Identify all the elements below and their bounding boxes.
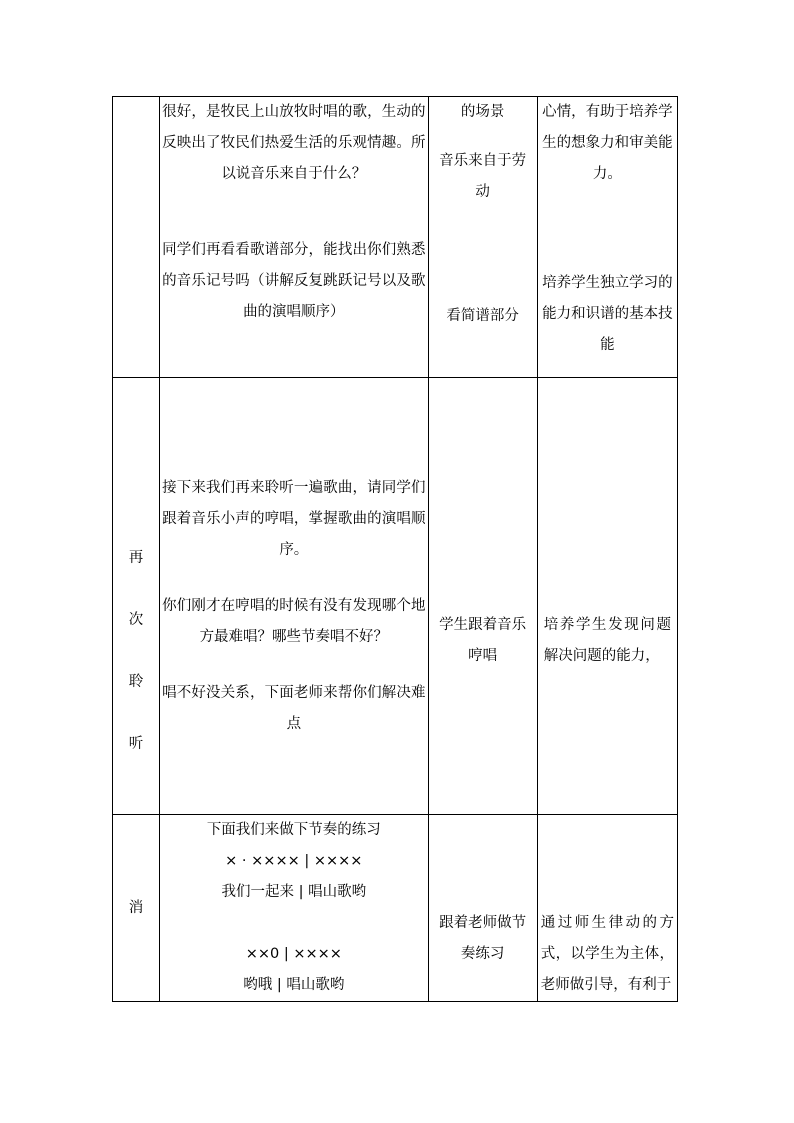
teacher-paragraph: 下面我们来做下节奏的练习 (206, 822, 381, 838)
stage-cell (113, 378, 160, 815)
purpose-text: 心情，有助于培养学生的想象力和审美能力。 (542, 104, 673, 182)
design-purpose-cell (537, 815, 677, 1002)
table-row (113, 815, 678, 1002)
teacher-paragraph: 接下来我们再来聆听一遍歌曲，请同学们跟着音乐小声的哼唱，掌握歌曲的演唱顺序。 (162, 480, 426, 558)
teacher-activity-cell (160, 815, 428, 1002)
stage-char: 听 (128, 736, 144, 752)
student-text: 音乐来自于劳动 (439, 153, 527, 200)
stage-char: 再 (128, 550, 144, 566)
purpose-text: 培养学生独立学习的能力和识谱的基本技能 (542, 275, 673, 353)
design-purpose-cell (537, 378, 677, 815)
student-activity-cell (428, 815, 537, 1002)
rhythm-lyrics: 哟哦 | 唱山歌哟 (243, 977, 345, 993)
purpose-text: 通过师生律动的方式，以学生为主体，老师做引导，有利于 (540, 915, 674, 993)
stage-char: 次 (128, 612, 144, 628)
stage-char: 消 (128, 899, 144, 916)
student-activity-cell (428, 97, 537, 378)
stage-cell (113, 97, 160, 378)
rhythm-notation: × · ×××× | ×××× (225, 853, 363, 869)
teacher-paragraph: 同学们再看看歌谱部分，能找出你们熟悉的音乐记号吗（讲解反复跳跃记号以及歌曲的演唱顺序） (162, 242, 426, 320)
stage-char: 聆 (128, 674, 144, 690)
student-text: 的场景 (460, 104, 505, 120)
rhythm-lyrics: 我们一起来 | 唱山歌哟 (221, 884, 367, 900)
table-row (113, 97, 678, 378)
teacher-paragraph: 你们刚才在哼唱的时候有没有发现哪个地方最难唱？哪些节奏唱不好？ (162, 598, 426, 645)
student-activity-cell (428, 378, 537, 815)
design-purpose-cell (537, 97, 677, 378)
teacher-paragraph: 很好，是牧民上山放牧时唱的歌，生动的反映出了牧民们热爱生活的乐观情趣。所以说音乐来自于什么？ (162, 104, 426, 182)
student-text: 看简谱部分 (446, 308, 519, 324)
stage-cell (113, 815, 160, 1002)
lesson-plan-table (112, 96, 678, 1002)
purpose-text: 培养学生发现问题解决问题的能力， (543, 617, 671, 664)
teacher-paragraph: 唱不好没关系，下面老师来帮你们解决难点 (162, 685, 426, 732)
rhythm-notation: ××0 | ×××× (245, 946, 342, 962)
student-text: 学生跟着音乐哼唱 (439, 617, 527, 664)
teacher-activity-cell (160, 378, 428, 815)
teacher-activity-cell (160, 97, 428, 378)
table-row (113, 378, 678, 815)
student-text: 跟着老师做节奏练习 (439, 915, 527, 962)
